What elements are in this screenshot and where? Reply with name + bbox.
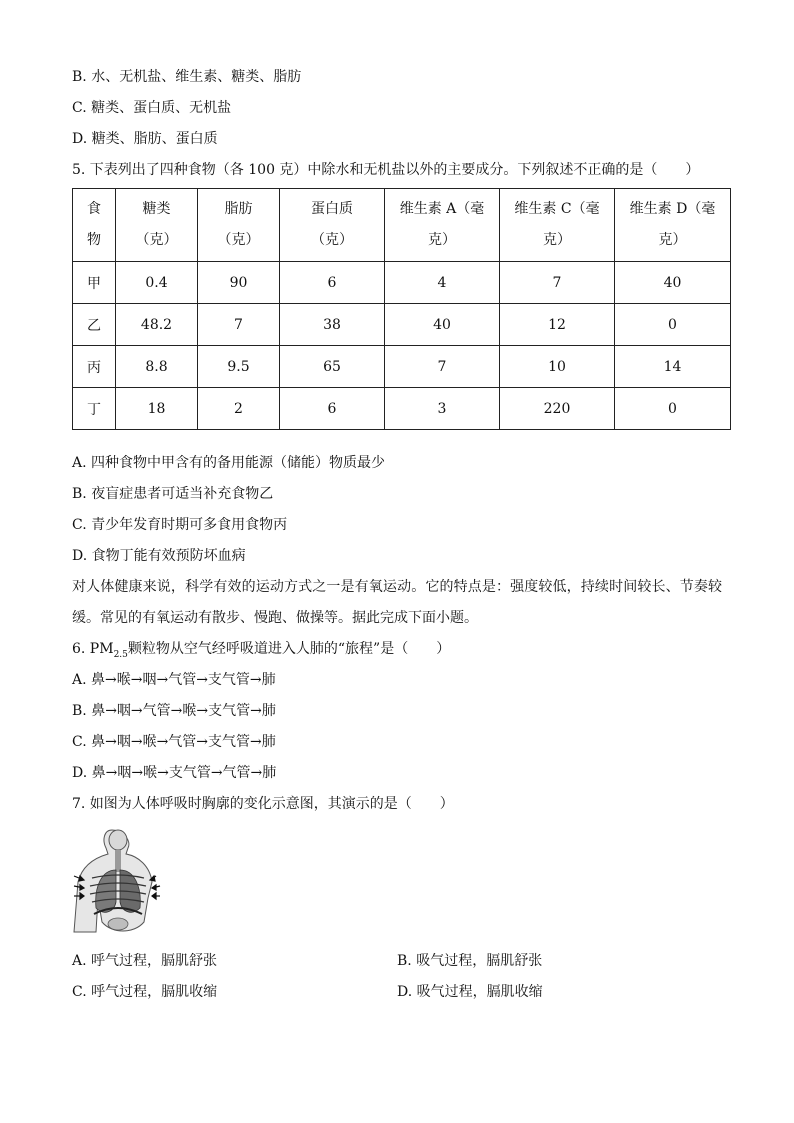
table-cell: 4 bbox=[385, 262, 500, 304]
q7-options-row-1 bbox=[72, 946, 724, 977]
table-cell: 乙 bbox=[73, 304, 116, 346]
q4-option-b: B. 水、无机盐、维生素、糖类、脂肪 bbox=[72, 69, 302, 85]
table-cell: 40 bbox=[385, 304, 500, 346]
q7-option-c: C. 呼气过程，膈肌收缩 bbox=[72, 984, 218, 1000]
q6-option-a: A. 鼻→喉→咽→气管→支气管→肺 bbox=[72, 672, 276, 688]
q7-option-a: A. 呼气过程，膈肌舒张 bbox=[72, 953, 218, 969]
aerobic-passage: 对人体健康来说，科学有效的运动方式之一是有氧运动。它的特点是：强度较低，持续时间较长、节奏较缓。常见的有氧运动有散步、慢跑、做操等。据此完成下面小题。 bbox=[72, 579, 722, 626]
table-header-row bbox=[73, 189, 731, 262]
table-cell: 7 bbox=[500, 262, 615, 304]
header-vitamin-a: 维生素 A（毫 克） bbox=[385, 189, 500, 262]
q4-option-d: D. 糖类、脂肪、蛋白质 bbox=[72, 131, 218, 147]
exam-page bbox=[72, 62, 724, 1008]
q5-option-c: C. 青少年发育时期可多食用食物丙 bbox=[72, 517, 288, 533]
table-row bbox=[73, 388, 731, 430]
q6-option-c: C. 鼻→咽→喉→气管→支气管→肺 bbox=[72, 734, 276, 750]
q7-stem: 7. 如图为人体呼吸时胸廓的变化示意图，其演示的是（ ） bbox=[72, 796, 454, 812]
table-cell: 8.8 bbox=[116, 346, 198, 388]
header-vitamin-c: 维生素 C（毫 克） bbox=[500, 189, 615, 262]
table-cell: 48.2 bbox=[116, 304, 198, 346]
table-cell: 丁 bbox=[73, 388, 116, 430]
q7-options-row-2 bbox=[72, 977, 724, 1008]
table-cell: 丙 bbox=[73, 346, 116, 388]
table-cell: 12 bbox=[500, 304, 615, 346]
q5-stem: 5. 下表列出了四种食物（各 100 克）中除水和无机盐以外的主要成分。下列叙述不正确的是（ ） bbox=[72, 162, 700, 178]
q6-option-d: D. 鼻→咽→喉→支气管→气管→肺 bbox=[72, 765, 277, 781]
q7-option-d: D. 吸气过程，膈肌收缩 bbox=[397, 984, 543, 1000]
q5-option-b: B. 夜盲症患者可适当补充食物乙 bbox=[72, 486, 274, 502]
table-cell: 2 bbox=[198, 388, 280, 430]
table-cell: 14 bbox=[615, 346, 731, 388]
table-cell: 7 bbox=[198, 304, 280, 346]
table-cell: 10 bbox=[500, 346, 615, 388]
table-cell: 7 bbox=[385, 346, 500, 388]
header-sugar: 糖类 （克） bbox=[116, 189, 198, 262]
table-cell: 38 bbox=[280, 304, 385, 346]
nutrition-table bbox=[72, 188, 731, 430]
header-protein: 蛋白质 （克） bbox=[280, 189, 385, 262]
header-food: 食 物 bbox=[73, 189, 116, 262]
table-cell: 0.4 bbox=[116, 262, 198, 304]
table-cell: 3 bbox=[385, 388, 500, 430]
table-cell: 甲 bbox=[73, 262, 116, 304]
table-cell: 65 bbox=[280, 346, 385, 388]
table-cell: 40 bbox=[615, 262, 731, 304]
table-row bbox=[73, 262, 731, 304]
q5-option-d: D. 食物丁能有效预防坏血病 bbox=[72, 548, 246, 564]
table-cell: 0 bbox=[615, 388, 731, 430]
q6-stem: 6. $PM_{2.5}$颗粒物从空气经呼吸道进入人肺的“旅程”是（ ） bbox=[72, 641, 451, 660]
table-cell: 18 bbox=[116, 388, 198, 430]
table-row bbox=[73, 346, 731, 388]
table-cell: 6 bbox=[280, 262, 385, 304]
table-cell: 9.5 bbox=[198, 346, 280, 388]
q6-option-b: B. 鼻→咽→气管→喉→支气管→肺 bbox=[72, 703, 276, 719]
q5-option-a: A. 四种食物中甲含有的备用能源（储能）物质最少 bbox=[72, 455, 386, 471]
q7-option-b: B. 吸气过程，膈肌舒张 bbox=[397, 953, 543, 969]
table-cell: 6 bbox=[280, 388, 385, 430]
header-vitamin-d: 维生素 D（毫 克） bbox=[615, 189, 731, 262]
q4-option-c: C. 糖类、蛋白质、无机盐 bbox=[72, 100, 232, 116]
table-cell: 0 bbox=[615, 304, 731, 346]
chest-breathing-figure bbox=[72, 826, 164, 938]
table-cell: 220 bbox=[500, 388, 615, 430]
table-row bbox=[73, 304, 731, 346]
header-fat: 脂肪 （克） bbox=[198, 189, 280, 262]
table-cell: 90 bbox=[198, 262, 280, 304]
